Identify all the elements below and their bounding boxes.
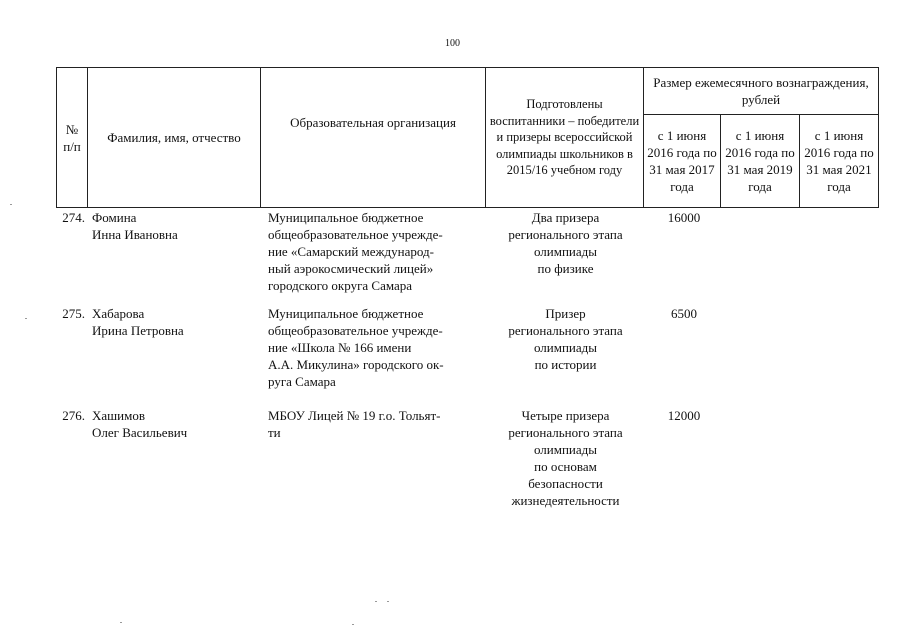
surname: Фомина (92, 210, 137, 225)
organization (268, 209, 486, 294)
org-line: ти (268, 425, 281, 440)
reward-amount: 16000 (667, 210, 701, 225)
award-line: по физике (537, 261, 594, 276)
org-line: Муниципальное бюджетное (268, 306, 424, 321)
reward-amount: 6500 (671, 306, 697, 321)
award-description (488, 305, 643, 373)
award-description (488, 407, 643, 509)
org-line: городского округа Самара (268, 278, 413, 293)
award-line: жизнедеятельности (511, 493, 620, 508)
person-name (92, 209, 267, 243)
header-reward: Размер ежемесячного вознаграждения, рублей (643, 67, 879, 115)
header-period-2017: с 1 июня 2016 года по 31 мая 2017 года (643, 114, 721, 208)
row-number: 275. (62, 306, 85, 321)
org-line: ный аэрокосмический лицей» (268, 261, 434, 276)
award-line: регионального этапа (508, 425, 623, 440)
scan-speck (10, 204, 12, 205)
award-line: безопасности (528, 476, 603, 491)
person-name (92, 407, 267, 441)
scan-speck (387, 601, 389, 602)
award-description (488, 209, 643, 277)
scan-speck (120, 622, 122, 623)
scan-speck (352, 624, 354, 625)
award-line: по истории (534, 357, 597, 372)
award-line: Призер (545, 306, 586, 321)
header-num: № п/п (56, 67, 88, 208)
award-line: Четыре призера (521, 408, 610, 423)
org-line: Муниципальное бюджетное (268, 210, 424, 225)
org-line: общеобразовательное учрежде- (268, 227, 443, 242)
award-line: по основам (534, 459, 597, 474)
given-names: Ирина Петровна (92, 323, 184, 338)
reward-amount: 12000 (667, 408, 701, 423)
award-line: олимпиады (533, 340, 598, 355)
person-name (92, 305, 267, 339)
row-number: 276. (62, 408, 85, 423)
org-line: общеобразовательное учрежде- (268, 323, 443, 338)
org-line: ние «Самарский международ- (268, 244, 434, 259)
org-line: ние «Школа № 166 имени (268, 340, 412, 355)
scan-speck (25, 318, 27, 319)
given-names: Инна Ивановна (92, 227, 178, 242)
header-period-2019: с 1 июня 2016 года по 31 мая 2019 года (720, 114, 800, 208)
header-name: Фамилия, имя, отчество (87, 67, 261, 208)
award-line: олимпиады (533, 442, 598, 457)
organization (268, 305, 486, 390)
award-line: регионального этапа (508, 227, 623, 242)
scan-speck (375, 601, 377, 602)
given-names: Олег Васильевич (92, 425, 188, 440)
org-line: руга Самара (268, 374, 336, 389)
header-prepared: Подготовлены воспитанники – победители и призеры всероссийской олимпиады школьников в 2015/16 учебном году (485, 67, 644, 208)
award-line: Два призера (531, 210, 600, 225)
award-line: регионального этапа (508, 323, 623, 338)
table-header (56, 67, 879, 208)
surname: Хабарова (92, 306, 145, 321)
surname: Хашимов (92, 408, 145, 423)
org-line: МБОУ Лицей № 19 г.о. Тольят- (268, 408, 441, 423)
header-period-2021: с 1 июня 2016 года по 31 мая 2021 года (799, 114, 879, 208)
organization (268, 407, 486, 441)
award-line: олимпиады (533, 244, 598, 259)
page-number: 100 (445, 38, 460, 49)
header-org: Образовательная организация (260, 67, 486, 208)
row-number: 274. (62, 210, 85, 225)
org-line: А.А. Микулина» городского ок- (268, 357, 444, 372)
